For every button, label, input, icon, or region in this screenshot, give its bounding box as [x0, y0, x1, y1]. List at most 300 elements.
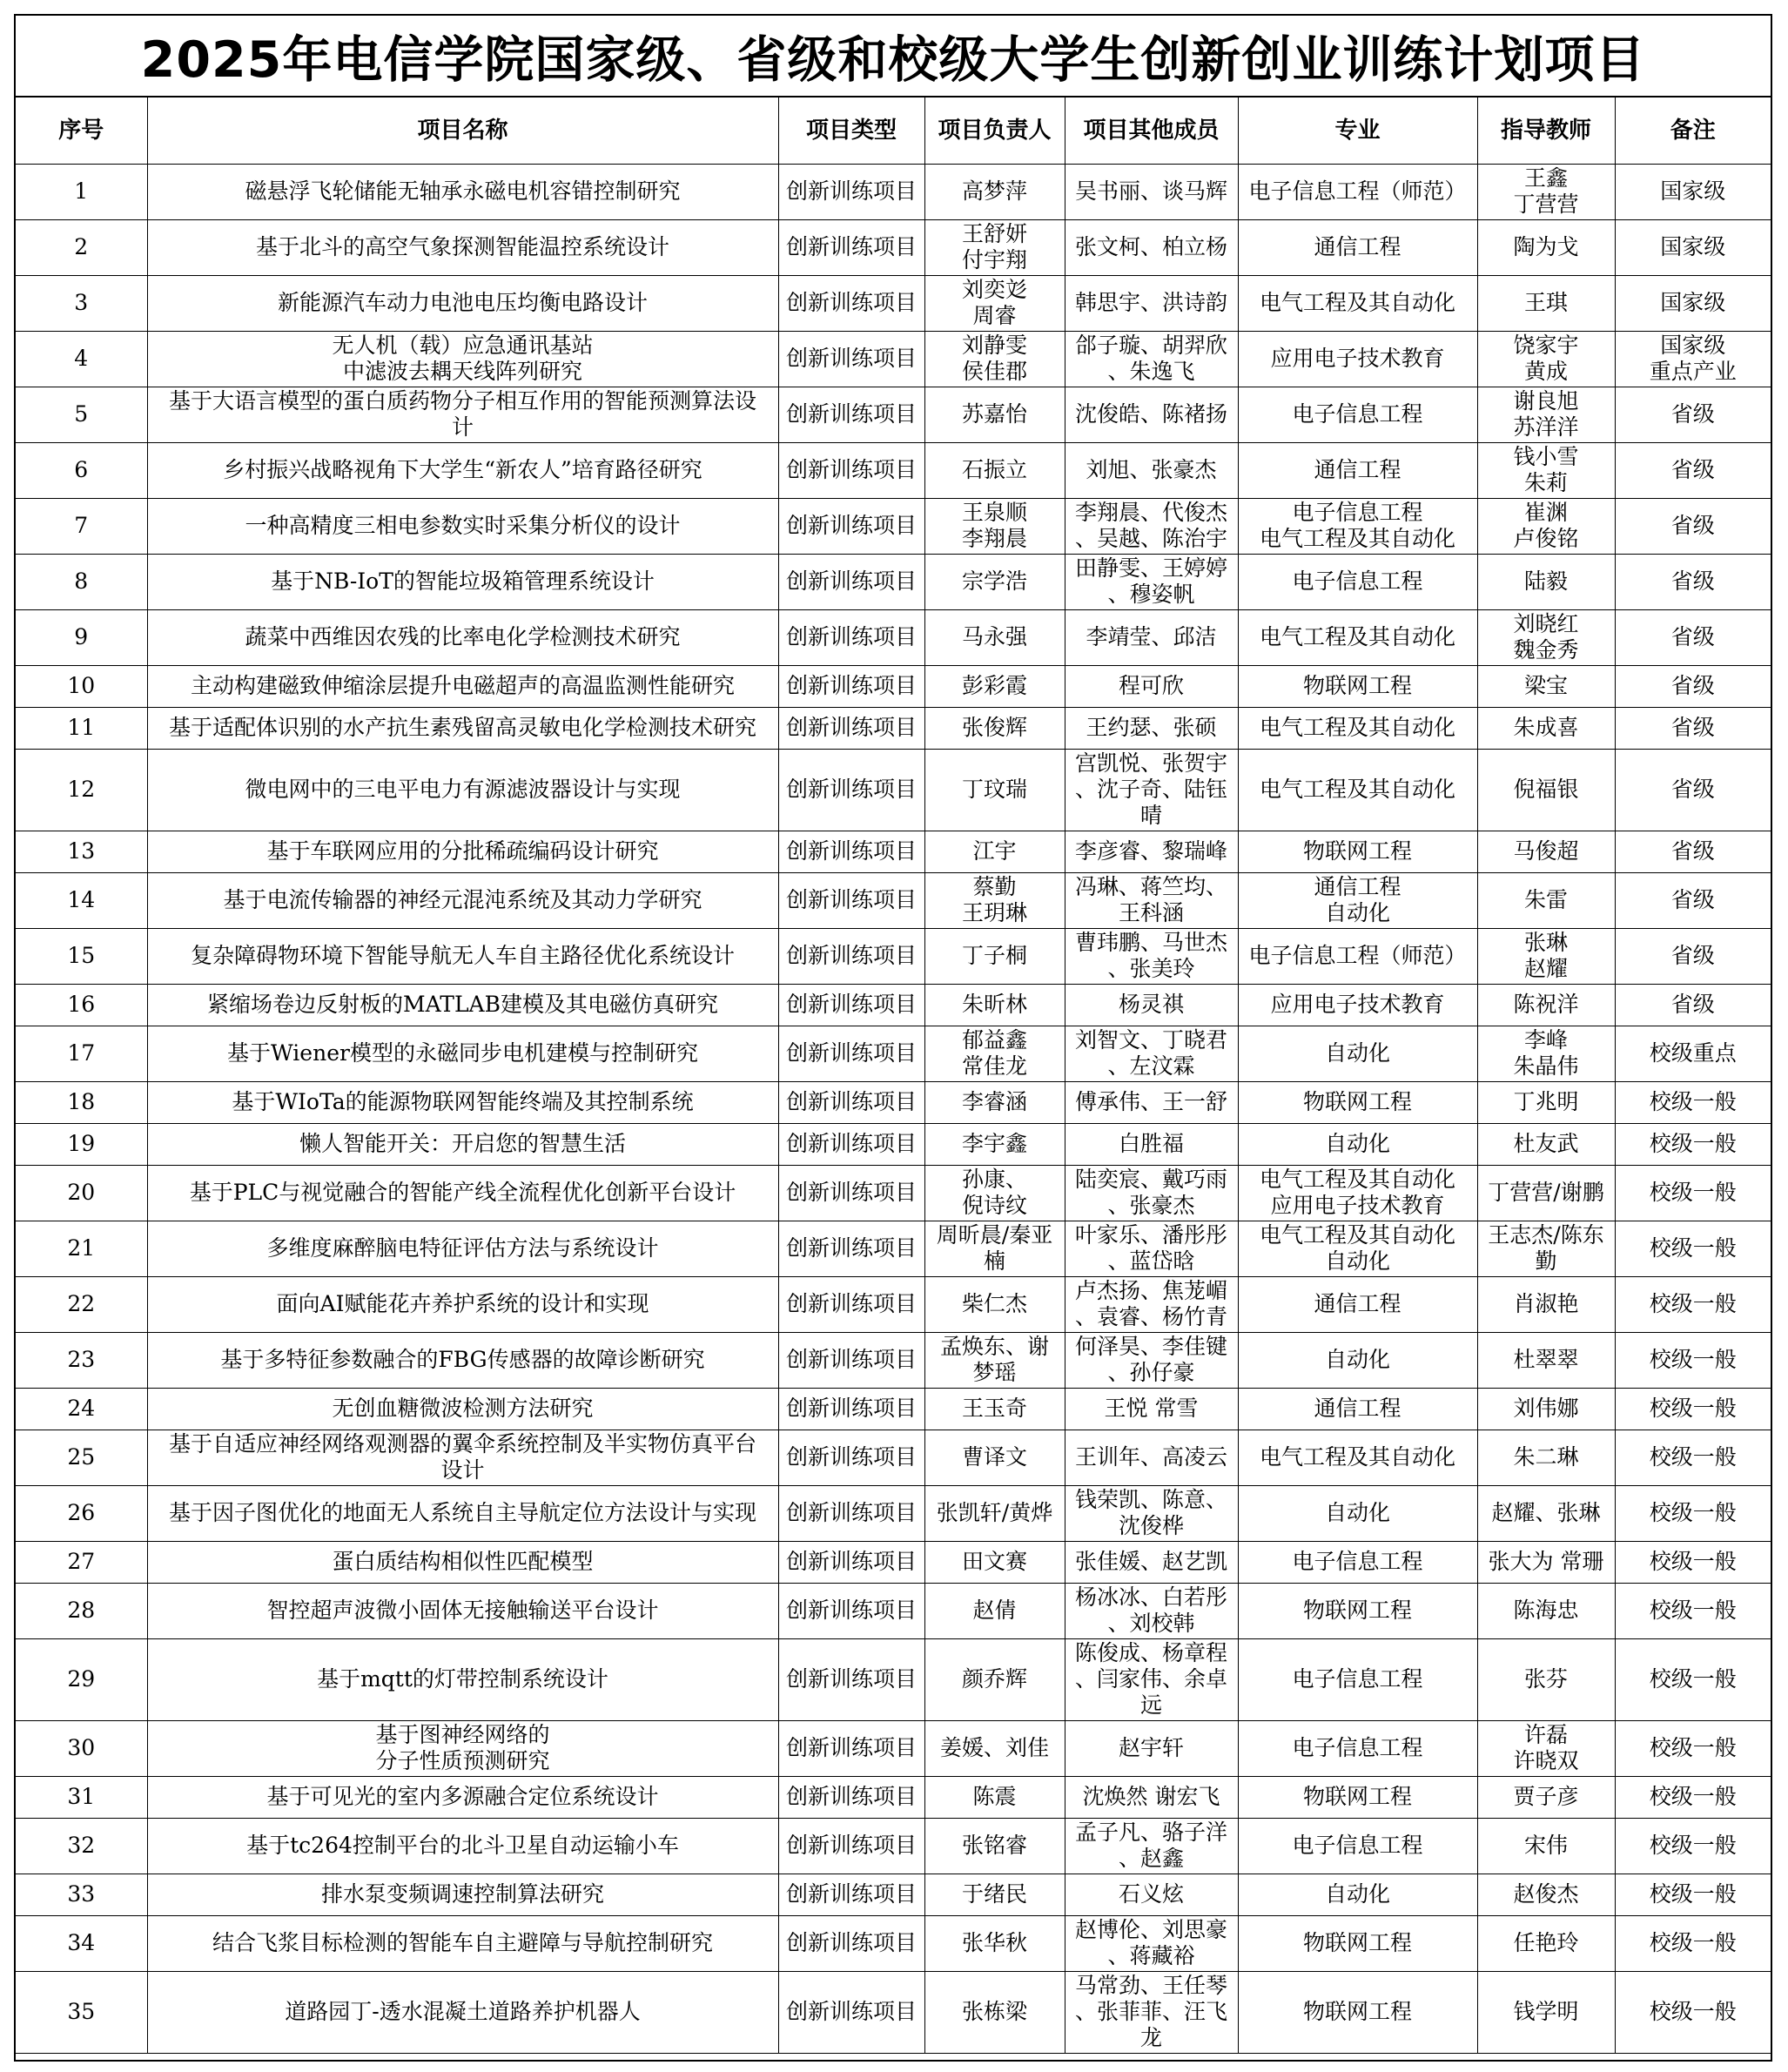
cell-leader [924, 1971, 1065, 2053]
cell-advisor-line: 丁兆明 [1513, 1089, 1579, 1114]
cell-project-type: 创新训练项目 [778, 928, 924, 984]
cell-members-line: 白胜福 [1118, 1131, 1184, 1156]
cell-project-name-line: 乡村振兴战略视角下大学生“新农人”培育路径研究 [223, 457, 702, 482]
cell-advisor [1477, 1776, 1615, 1818]
cell-project-type: 创新训练项目 [778, 1638, 924, 1720]
cell-note [1615, 442, 1771, 498]
cell-major [1238, 1165, 1477, 1221]
cell-note-line: 校级一般 [1649, 1396, 1737, 1421]
cell-leader [924, 1276, 1065, 1332]
cell-major [1238, 1874, 1477, 1915]
cell-project-type: 创新训练项目 [778, 1332, 924, 1388]
cell-project-name-line: 基于自适应神经网络观测器的翼伞系统控制及半实物仿真平台 [168, 1431, 756, 1456]
cell-project-name [147, 1430, 778, 1485]
cell-project-name [147, 442, 778, 498]
cell-index: 31 [16, 1776, 147, 1818]
cell-project-name [147, 275, 778, 331]
cell-note-line: 校级一般 [1649, 1131, 1737, 1156]
table-row [16, 1818, 1771, 1874]
cell-major-line: 电气工程及其自动化 [1259, 715, 1455, 740]
cell-advisor-line: 赵耀、张琳 [1491, 1500, 1601, 1525]
cell-note [1615, 1081, 1771, 1123]
cell-note-line: 省级 [1670, 777, 1715, 802]
cell-members-line: 龙 [1139, 2025, 1162, 2050]
cell-advisor-line: 卢俊铭 [1513, 526, 1579, 551]
cell-leader [924, 275, 1065, 331]
cell-index: 35 [16, 1971, 147, 2053]
cell-advisor-line: 宋伟 [1523, 1833, 1568, 1858]
cell-leader [924, 219, 1065, 275]
cell-project-name-line: 复杂障碍物环境下智能导航无人车自主路径优化系统设计 [190, 943, 735, 968]
cell-note [1615, 1165, 1771, 1221]
cell-advisor-line: 赵耀 [1523, 956, 1568, 981]
cell-advisor [1477, 1276, 1615, 1332]
cell-major-line: 电气工程及其自动化 [1259, 1222, 1455, 1248]
cell-project-name [147, 831, 778, 872]
cell-advisor [1477, 275, 1615, 331]
cell-leader [924, 831, 1065, 872]
cell-members [1065, 219, 1238, 275]
cell-index: 20 [16, 1165, 147, 1221]
cell-members [1065, 1915, 1238, 1971]
cell-major-line: 自动化 [1324, 1500, 1390, 1525]
cell-project-type: 创新训练项目 [778, 1776, 924, 1818]
cell-project-name-line: 基于WIoTa的能源物联网智能终端及其控制系统 [232, 1089, 694, 1114]
table-row [16, 1485, 1771, 1541]
cell-leader-line: 柴仁杰 [961, 1291, 1027, 1316]
cell-project-name [147, 498, 778, 554]
cell-major-line: 电气工程及其自动化 [1259, 526, 1455, 551]
cell-major [1238, 1638, 1477, 1720]
cell-project-name [147, 1638, 778, 1720]
cell-members-line: 、张美玲 [1107, 956, 1195, 981]
cell-note-line: 省级 [1670, 568, 1715, 594]
cell-project-name [147, 554, 778, 609]
cell-leader-line: 马永强 [961, 624, 1027, 649]
cell-advisor-line: 陆毅 [1523, 568, 1568, 594]
cell-index: 8 [16, 554, 147, 609]
cell-leader-line: 丁玟瑞 [961, 777, 1027, 802]
cell-project-name-line: 基于因子图优化的地面无人系统自主导航定位方法设计与实现 [168, 1500, 756, 1525]
cell-note [1615, 1971, 1771, 2053]
cell-members-line: 、朱逸飞 [1107, 359, 1195, 384]
cell-leader-line: 郁益鑫 [961, 1027, 1027, 1053]
cell-advisor-line: 贾子彦 [1513, 1784, 1579, 1809]
cell-project-type: 创新训练项目 [778, 1818, 924, 1874]
cell-advisor [1477, 1583, 1615, 1638]
table-row [16, 1276, 1771, 1332]
cell-members [1065, 1123, 1238, 1165]
cell-project-type: 创新训练项目 [778, 609, 924, 665]
cell-advisor [1477, 1165, 1615, 1221]
cell-project-name [147, 665, 778, 707]
cell-note-line: 国家级 [1660, 333, 1726, 358]
cell-major-line: 物联网工程 [1302, 1089, 1412, 1114]
cell-members [1065, 442, 1238, 498]
cell-leader-line: 丁子桐 [961, 943, 1027, 968]
cell-index: 27 [16, 1541, 147, 1583]
cell-major [1238, 749, 1477, 831]
cell-project-name-line: 基于tc264控制平台的北斗卫星自动运输小车 [246, 1833, 679, 1858]
cell-major [1238, 831, 1477, 872]
cell-project-name [147, 331, 778, 387]
table-row [16, 1874, 1771, 1915]
cell-leader-line: 蔡勤 [972, 874, 1017, 899]
table-row [16, 1720, 1771, 1776]
cell-project-name-line: 排水泵变频调速控制算法研究 [320, 1881, 604, 1907]
cell-note [1615, 872, 1771, 928]
cell-members-line: 、袁睿、杨竹青 [1074, 1304, 1227, 1329]
cell-major [1238, 1430, 1477, 1485]
cell-members [1065, 1081, 1238, 1123]
cell-major-line: 物联网工程 [1302, 1784, 1412, 1809]
cell-index: 23 [16, 1332, 147, 1388]
cell-note [1615, 609, 1771, 665]
cell-members-line: 陈俊成、杨章程 [1074, 1640, 1227, 1665]
cell-note-line: 校级一般 [1649, 1881, 1737, 1907]
cell-index: 19 [16, 1123, 147, 1165]
cell-index: 21 [16, 1221, 147, 1276]
cell-leader-line: 王玥琳 [961, 900, 1027, 925]
header-note: 备注 [1615, 98, 1771, 164]
cell-project-name-line: 基于电流传输器的神经元混沌系统及其动力学研究 [223, 887, 702, 912]
cell-major [1238, 1332, 1477, 1388]
cell-project-name [147, 872, 778, 928]
cell-members-line: 田静雯、王婷婷 [1074, 555, 1227, 581]
cell-major [1238, 1720, 1477, 1776]
cell-project-name-line: 设计 [440, 1457, 485, 1483]
cell-members-line: 赵宇轩 [1118, 1735, 1184, 1760]
cell-members [1065, 554, 1238, 609]
cell-index: 12 [16, 749, 147, 831]
cell-major-line: 物联网工程 [1302, 838, 1412, 864]
cell-advisor [1477, 1123, 1615, 1165]
cell-project-name [147, 1874, 778, 1915]
cell-note [1615, 831, 1771, 872]
cell-advisor [1477, 1541, 1615, 1583]
cell-leader [924, 331, 1065, 387]
cell-project-name-line: 基于NB-IoT的智能垃圾箱管理系统设计 [271, 568, 655, 594]
cell-members-line: 李靖莹、邱洁 [1086, 624, 1217, 649]
cell-advisor-line: 谢良旭 [1513, 388, 1579, 414]
cell-leader-line: 孟焕东、谢 [939, 1334, 1049, 1359]
cell-leader [924, 1874, 1065, 1915]
cell-leader-line: 田文赛 [961, 1549, 1027, 1574]
cell-members [1065, 164, 1238, 219]
cell-project-name-line: 新能源汽车动力电池电压均衡电路设计 [277, 290, 648, 315]
cell-members-line: 冯琳、蒋竺均、 [1074, 874, 1227, 899]
cell-members-line: 马常劲、王任琴 [1074, 1973, 1227, 1998]
cell-major-line: 电子信息工程 [1292, 1735, 1423, 1760]
cell-project-type: 创新训练项目 [778, 1165, 924, 1221]
cell-major [1238, 1776, 1477, 1818]
cell-members [1065, 1638, 1238, 1720]
cell-note-line: 校级一般 [1649, 1347, 1737, 1372]
cell-advisor-line: 陈海忠 [1513, 1598, 1579, 1623]
table-row [16, 1776, 1771, 1818]
cell-project-name [147, 749, 778, 831]
cell-project-name-line: 懒人智能开关：开启您的智慧生活 [299, 1131, 626, 1156]
cell-note [1615, 1123, 1771, 1165]
cell-note [1615, 1541, 1771, 1583]
cell-project-name-line: 计 [451, 414, 474, 440]
cell-advisor [1477, 1915, 1615, 1971]
table-row [16, 707, 1771, 749]
cell-project-name-line: 基于mqtt的灯带控制系统设计 [317, 1666, 608, 1692]
cell-advisor-line: 肖淑艳 [1513, 1291, 1579, 1316]
cell-members-line: 杨灵祺 [1118, 992, 1184, 1017]
cell-members-line: 曹玮鹏、马世杰 [1074, 930, 1227, 955]
cell-advisor [1477, 984, 1615, 1026]
cell-major [1238, 984, 1477, 1026]
cell-advisor [1477, 1874, 1615, 1915]
cell-project-name-line: 无创血糖微波检测方法研究 [332, 1396, 594, 1421]
cell-project-name-line: 微电网中的三电平电力有源滤波器设计与实现 [245, 777, 681, 802]
cell-major-line: 电子信息工程 [1292, 1549, 1423, 1574]
cell-major [1238, 872, 1477, 928]
cell-project-name-line: 蔬菜中西维因农残的比率电化学检测技术研究 [245, 624, 681, 649]
cell-advisor-line: 任艳玲 [1513, 1930, 1579, 1955]
cell-advisor [1477, 1818, 1615, 1874]
cell-advisor [1477, 928, 1615, 984]
cell-advisor [1477, 1720, 1615, 1776]
cell-project-name-line: 结合飞浆目标检测的智能车自主避障与导航控制研究 [212, 1930, 713, 1955]
cell-index: 6 [16, 442, 147, 498]
cell-project-name [147, 387, 778, 442]
cell-leader [924, 1541, 1065, 1583]
cell-project-name [147, 1221, 778, 1276]
cell-members-line: 孟子凡、骆子洋 [1074, 1820, 1227, 1845]
cell-project-type: 创新训练项目 [778, 1081, 924, 1123]
cell-index: 14 [16, 872, 147, 928]
cell-members [1065, 665, 1238, 707]
cell-note-line: 省级 [1670, 943, 1715, 968]
cell-members [1065, 749, 1238, 831]
cell-leader-line: 李宇鑫 [961, 1131, 1027, 1156]
cell-project-name [147, 1165, 778, 1221]
cell-advisor-line: 朱晶伟 [1513, 1053, 1579, 1079]
cell-leader [924, 1638, 1065, 1720]
cell-major [1238, 609, 1477, 665]
cell-major-line: 电子信息工程 [1292, 500, 1423, 525]
cell-members [1065, 331, 1238, 387]
cell-leader-line: 周睿 [972, 303, 1017, 328]
cell-project-type: 创新训练项目 [778, 707, 924, 749]
cell-members-line: 吴书丽、谈马辉 [1074, 178, 1227, 204]
cell-members [1065, 1165, 1238, 1221]
cell-leader [924, 1430, 1065, 1485]
cell-major [1238, 1485, 1477, 1541]
cell-members [1065, 1430, 1238, 1485]
cell-members [1065, 498, 1238, 554]
cell-project-type: 创新训练项目 [778, 1026, 924, 1081]
cell-leader [924, 1165, 1065, 1221]
cell-advisor-line: 黄成 [1523, 359, 1568, 384]
cell-members-line: 王训年、高凌云 [1074, 1444, 1227, 1470]
cell-advisor-line: 朱二琳 [1513, 1444, 1579, 1470]
cell-leader-line: 江宇 [972, 838, 1017, 864]
cell-members-line: 沈焕然 谢宏飞 [1082, 1784, 1220, 1809]
table-row [16, 665, 1771, 707]
cell-note [1615, 707, 1771, 749]
cell-members-line: 、沈子奇、陆钰 [1074, 777, 1227, 802]
cell-leader-line: 周昕晨/秦亚 [936, 1222, 1053, 1248]
cell-major-line: 应用电子技术教育 [1270, 346, 1445, 371]
cell-members-line: 沈俊桦 [1118, 1513, 1184, 1538]
cell-leader-line: 朱昕林 [961, 992, 1027, 1017]
cell-leader [924, 498, 1065, 554]
cell-major-line: 电子信息工程 [1292, 1833, 1423, 1858]
header-project-type: 项目类型 [778, 98, 924, 164]
cell-project-name [147, 1388, 778, 1430]
cell-project-type: 创新训练项目 [778, 554, 924, 609]
cell-members-line: 张佳媛、赵艺凯 [1074, 1549, 1227, 1574]
cell-leader [924, 164, 1065, 219]
project-table [16, 98, 1771, 2054]
cell-project-name [147, 1818, 778, 1874]
cell-project-type: 创新训练项目 [778, 1388, 924, 1430]
cell-note [1615, 1638, 1771, 1720]
cell-members [1065, 831, 1238, 872]
cell-members-line: 钱荣凯、陈意、 [1074, 1487, 1227, 1512]
cell-leader [924, 1915, 1065, 1971]
cell-leader [924, 872, 1065, 928]
cell-project-name-line: 主动构建磁致伸缩涂层提升电磁超声的高温监测性能研究 [190, 673, 735, 698]
table-row [16, 275, 1771, 331]
cell-project-name-line: 基于大语言模型的蛋白质药物分子相互作用的智能预测算法设 [168, 388, 756, 414]
cell-advisor [1477, 665, 1615, 707]
cell-project-name [147, 707, 778, 749]
cell-members [1065, 387, 1238, 442]
cell-leader-line: 张俊辉 [961, 715, 1027, 740]
cell-major-line: 电子信息工程 [1292, 568, 1423, 594]
cell-major [1238, 442, 1477, 498]
table-row [16, 1081, 1771, 1123]
cell-index: 18 [16, 1081, 147, 1123]
cell-leader [924, 442, 1065, 498]
cell-project-name-line: 道路园丁-透水混凝土道路养护机器人 [285, 1999, 641, 2024]
cell-advisor [1477, 609, 1615, 665]
cell-advisor-line: 马俊超 [1513, 838, 1579, 864]
table-row [16, 1221, 1771, 1276]
cell-members-line: 宫凯悦、张贺宇 [1074, 750, 1227, 776]
cell-members [1065, 928, 1238, 984]
header-members: 项目其他成员 [1065, 98, 1238, 164]
cell-major-line: 物联网工程 [1302, 673, 1412, 698]
cell-members-line: 郃子璇、胡羿欣 [1074, 333, 1227, 358]
cell-project-name-line: 磁悬浮飞轮储能无轴承永磁电机容错控制研究 [245, 178, 681, 204]
cell-leader-line: 赵倩 [972, 1598, 1017, 1623]
cell-members-line: 、张豪杰 [1107, 1193, 1195, 1218]
cell-members [1065, 1541, 1238, 1583]
cell-leader [924, 707, 1065, 749]
cell-members [1065, 984, 1238, 1026]
cell-members [1065, 1583, 1238, 1638]
header-index: 序号 [16, 98, 147, 164]
cell-note-line: 重点产业 [1649, 359, 1737, 384]
cell-major [1238, 1818, 1477, 1874]
cell-project-name-line: 基于可见光的室内多源融合定位系统设计 [266, 1784, 659, 1809]
cell-note-line: 校级一般 [1649, 1666, 1737, 1692]
cell-leader [924, 928, 1065, 984]
cell-project-type: 创新训练项目 [778, 387, 924, 442]
cell-leader-line: 陈震 [972, 1784, 1017, 1809]
cell-project-type: 创新训练项目 [778, 331, 924, 387]
cell-members-line: 刘旭、张豪杰 [1086, 457, 1217, 482]
cell-advisor-line: 苏洋洋 [1513, 414, 1579, 440]
cell-leader-line: 高梦萍 [961, 178, 1027, 204]
cell-project-name [147, 928, 778, 984]
cell-members-line: 王科涵 [1118, 900, 1184, 925]
cell-project-type: 创新训练项目 [778, 749, 924, 831]
cell-members [1065, 1332, 1238, 1388]
cell-members-line: 、闫家伟、余卓 [1074, 1666, 1227, 1692]
cell-major-line: 自动化 [1324, 1248, 1390, 1274]
cell-members-line: 沈俊皓、陈褚扬 [1074, 401, 1227, 427]
cell-note-line: 省级 [1670, 401, 1715, 427]
cell-members [1065, 1720, 1238, 1776]
cell-note [1615, 554, 1771, 609]
cell-index: 5 [16, 387, 147, 442]
cell-note [1615, 984, 1771, 1026]
header-advisor: 指导教师 [1477, 98, 1615, 164]
cell-major-line: 电气工程及其自动化 [1259, 777, 1455, 802]
cell-advisor [1477, 707, 1615, 749]
cell-leader-line: 常佳龙 [961, 1053, 1027, 1079]
cell-advisor [1477, 1026, 1615, 1081]
cell-index: 16 [16, 984, 147, 1026]
cell-project-name-line: 智控超声波微小固体无接触输送平台设计 [266, 1598, 659, 1623]
cell-project-type: 创新训练项目 [778, 442, 924, 498]
cell-project-type: 创新训练项目 [778, 665, 924, 707]
cell-note [1615, 749, 1771, 831]
cell-project-type: 创新训练项目 [778, 1874, 924, 1915]
cell-leader-line: 苏嘉怡 [961, 401, 1027, 427]
cell-note-line: 校级一般 [1649, 1833, 1737, 1858]
table-row [16, 1430, 1771, 1485]
cell-note-line: 省级 [1670, 992, 1715, 1017]
table-row [16, 1165, 1771, 1221]
cell-advisor-line: 张大为 常珊 [1488, 1549, 1604, 1574]
cell-project-name [147, 1123, 778, 1165]
cell-project-name-line: 基于PLC与视觉融合的智能产线全流程优化创新平台设计 [189, 1180, 736, 1205]
cell-project-name [147, 1541, 778, 1583]
cell-members-line: 杨冰冰、白若彤 [1074, 1584, 1227, 1610]
cell-note [1615, 331, 1771, 387]
table-row [16, 387, 1771, 442]
table-row [16, 1638, 1771, 1720]
cell-advisor-line: 梁宝 [1523, 673, 1568, 698]
cell-members-line: 李彦睿、黎瑞峰 [1074, 838, 1227, 864]
cell-major [1238, 498, 1477, 554]
cell-advisor-line: 王琪 [1523, 290, 1568, 315]
cell-members [1065, 1388, 1238, 1430]
cell-members-line: 、左汶霖 [1107, 1053, 1195, 1079]
cell-members-line: 、刘校韩 [1107, 1611, 1195, 1636]
cell-leader [924, 1388, 1065, 1430]
cell-major-line: 自动化 [1324, 1040, 1390, 1066]
cell-leader [924, 609, 1065, 665]
table-row [16, 984, 1771, 1026]
cell-advisor-line: 李峰 [1523, 1027, 1568, 1053]
cell-note [1615, 1332, 1771, 1388]
cell-note [1615, 1720, 1771, 1776]
cell-index: 34 [16, 1915, 147, 1971]
cell-advisor-line: 朱雷 [1523, 887, 1568, 912]
cell-note [1615, 1430, 1771, 1485]
cell-members [1065, 1485, 1238, 1541]
cell-index: 29 [16, 1638, 147, 1720]
